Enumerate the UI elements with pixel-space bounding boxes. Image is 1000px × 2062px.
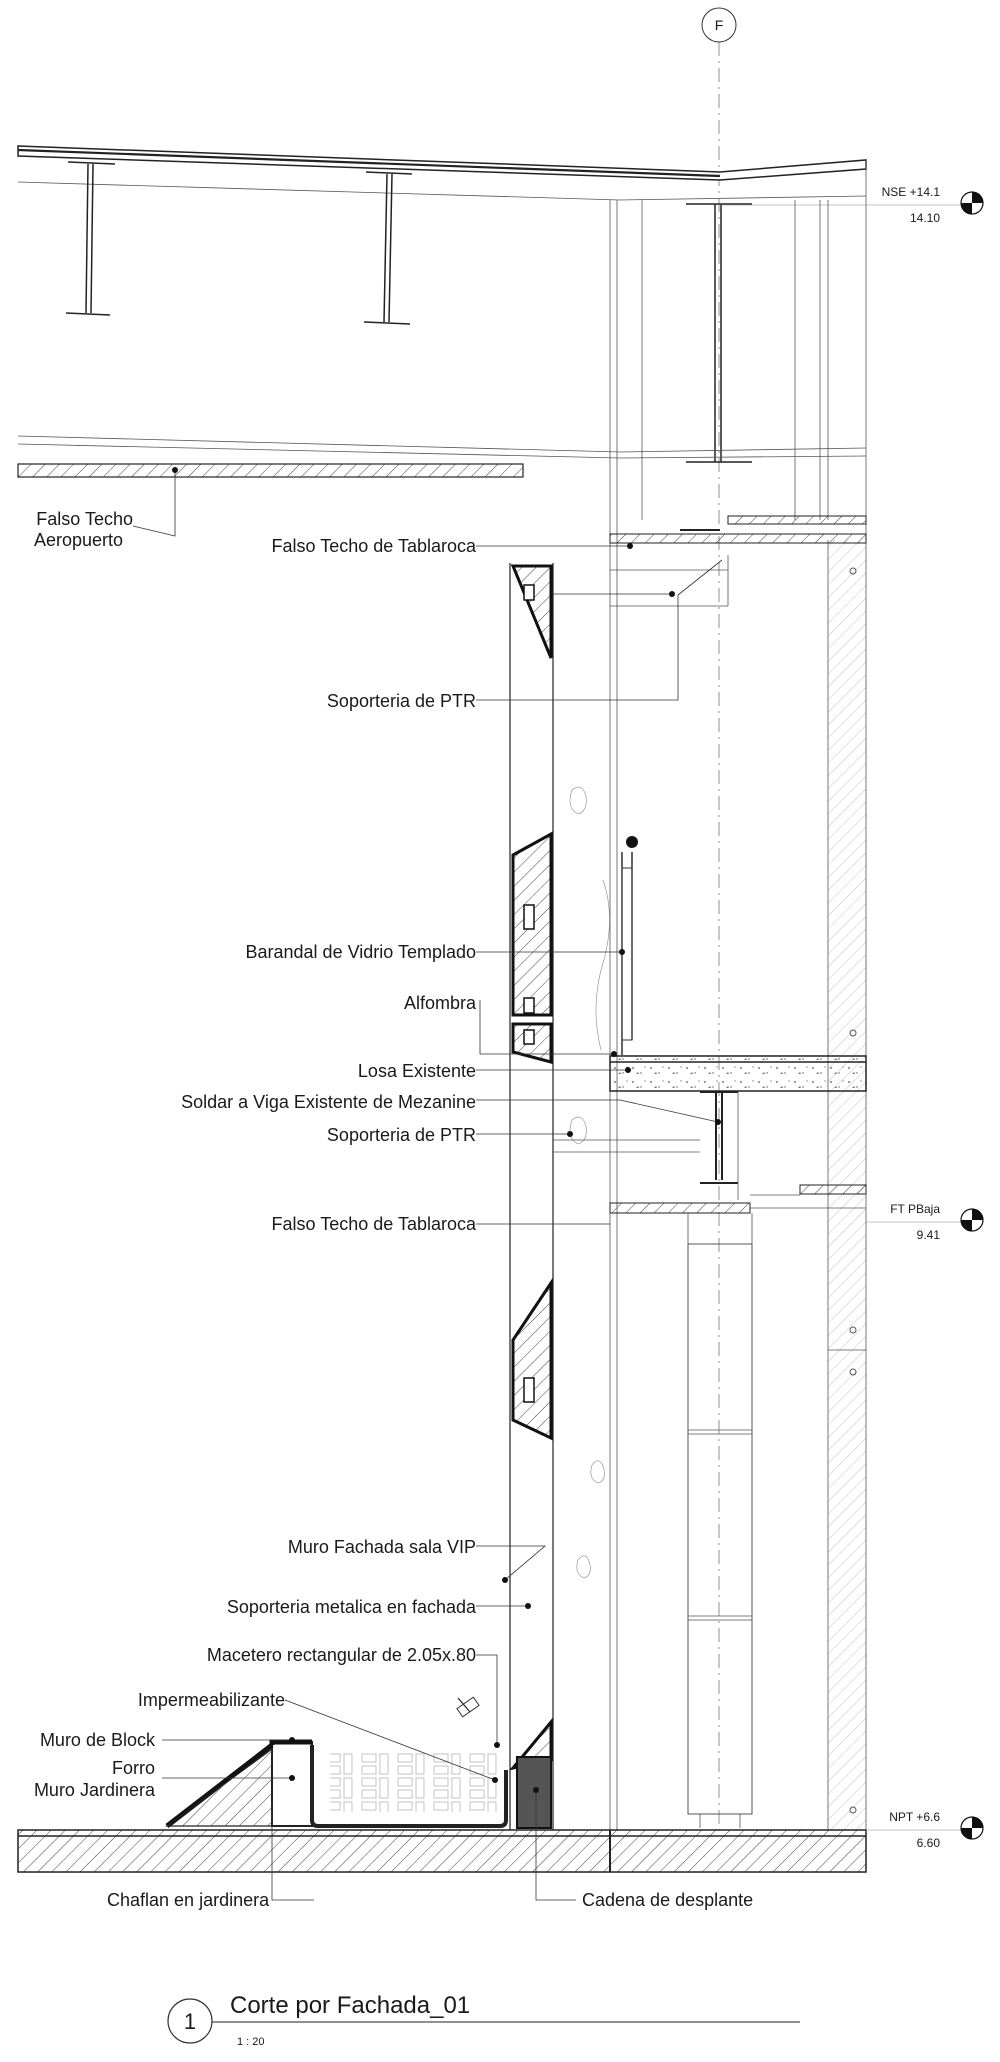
- label-muro-fachada-vip: Muro Fachada sala VIP: [287, 1537, 476, 1557]
- level-marker-npt: [866, 1810, 983, 1850]
- label-forro: Forro: [111, 1758, 155, 1778]
- level-value: 6.60: [916, 1836, 940, 1850]
- column-panels: [688, 1213, 752, 1828]
- level-name: FT PBaja: [890, 1202, 940, 1216]
- grid-axis-f: [702, 8, 736, 1835]
- label-soldar-viga: Soldar a Viga Existente de Mezanine: [181, 1092, 476, 1112]
- planter: [167, 1697, 506, 1826]
- existing-slab: [610, 1056, 866, 1091]
- drawing-scale: 1 : 20: [237, 2036, 265, 2048]
- label-losa-existente: Losa Existente: [357, 1061, 476, 1081]
- label-falso-techo: Falso Techo: [36, 509, 133, 529]
- mezzanine-beam: [553, 1092, 738, 1200]
- label-falso-techo-tablaroca-upper: Falso Techo de Tablaroca: [271, 536, 476, 556]
- label-muro-jardinera: Muro Jardinera: [33, 1780, 155, 1800]
- label-muro-block: Muro de Block: [39, 1730, 155, 1750]
- level-value: 9.41: [916, 1228, 940, 1242]
- building-structure: [610, 160, 866, 1830]
- label-soporteria-ptr-lower: Soporteria de PTR: [326, 1125, 476, 1145]
- roof-structure: [18, 146, 866, 462]
- label-impermeabilizante: Impermeabilizante: [137, 1690, 285, 1710]
- level-value: 14.10: [909, 211, 940, 225]
- vip-facade-wall: [510, 563, 610, 1830]
- drawing-title: Corte por Fachada_01: [230, 1992, 471, 2019]
- leader-lines: [133, 467, 722, 1900]
- label-alfombra: Alfombra: [403, 993, 476, 1013]
- level-marker-ft-pbaja: [866, 1202, 983, 1242]
- level-marker-nse: [720, 185, 983, 225]
- label-cadena-desplante: Cadena de desplante: [582, 1890, 754, 1910]
- grid-axis-label: F: [714, 17, 724, 33]
- label-chaflan: Chaflan en jardinera: [107, 1890, 270, 1910]
- label-falso-techo-tablaroca-lower: Falso Techo de Tablaroca: [271, 1214, 476, 1234]
- title-block: [168, 1992, 800, 2048]
- level-name: NPT +6.6: [889, 1810, 940, 1824]
- drawing-number: 1: [183, 2009, 197, 2034]
- label-soporteria-metalica: Soporteria metalica en fachada: [226, 1597, 476, 1617]
- airport-false-ceiling: [18, 464, 523, 477]
- label-aeropuerto: Aeropuerto: [33, 530, 123, 550]
- label-macetero: Macetero rectangular de 2.05x.80: [206, 1645, 476, 1665]
- ground-slab: [18, 1830, 866, 1872]
- glass-railing: [622, 836, 638, 1055]
- level-name: NSE +14.1: [881, 185, 940, 199]
- label-soporteria-ptr-upper: Soporteria de PTR: [326, 691, 476, 711]
- label-barandal-vidrio: Barandal de Vidrio Templado: [245, 942, 476, 962]
